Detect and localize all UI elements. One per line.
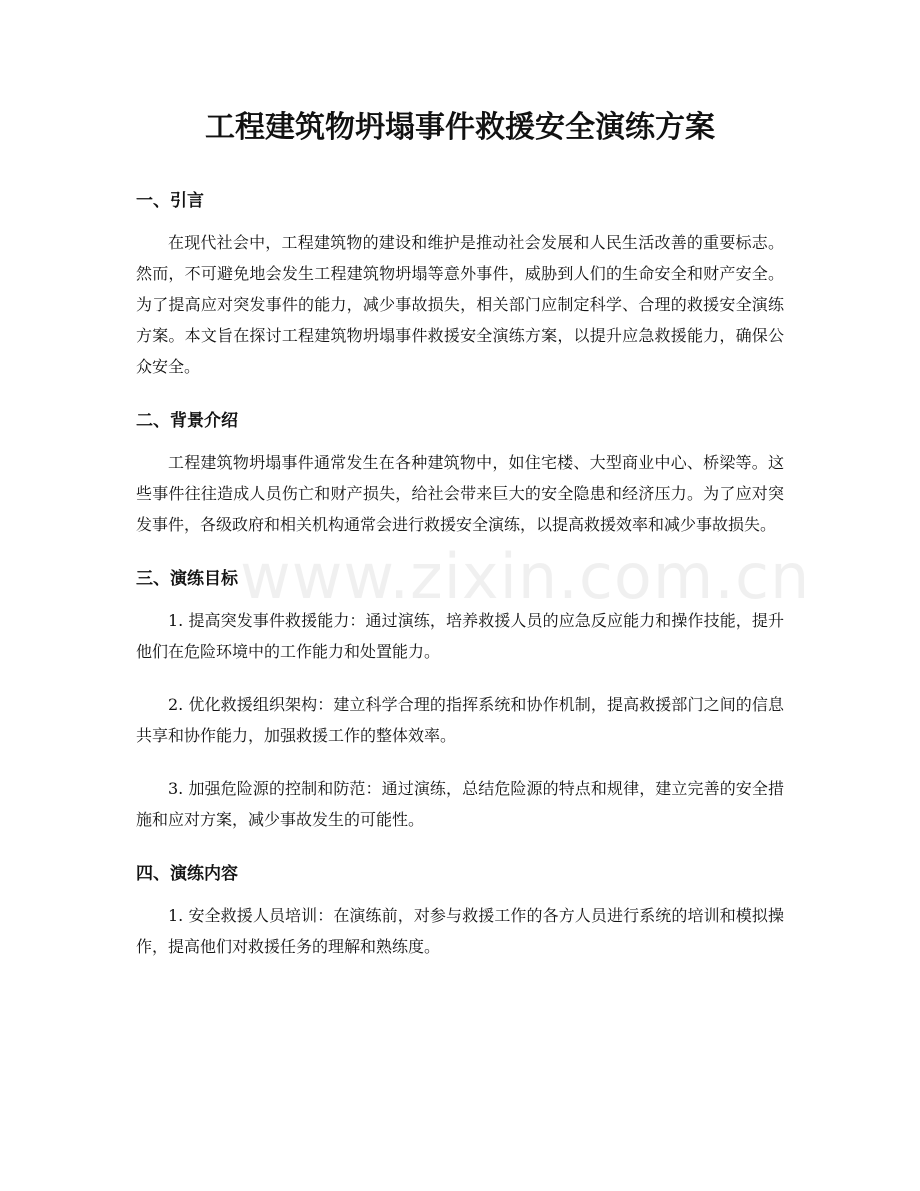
watermark: www.zixin.com.cn [240,540,811,613]
list-item: 2. 优化救援组织架构：建立科学合理的指挥系统和协作机制，提高救援部门之间的信息共享和协作能力，加强救援工作的整体效率。 [136,695,784,745]
document-body [136,186,784,984]
paragraph: 工程建筑物坍塌事件通常发生在各种建筑物中，如住宅楼、大型商业中心、桥梁等。这些事件往往造成人员伤亡和财产损失，给社会带来巨大的安全隐患和经济压力。为了应对突发事件，各级政府和相关机构通常会进行救援安全演练，以提高救援效率和减少事故损失。 [136,453,784,534]
page-title: 工程建筑物坍塌事件救援安全演练方案 [205,110,715,145]
section-background [136,406,784,540]
section-heading: 一、引言 [136,191,204,211]
paragraph: 在现代社会中，工程建筑物的建设和维护是推动社会发展和人民生活改善的重要标志。然而，不可避免地会发生工程建筑物坍塌等意外事件，威胁到人们的生命安全和财产安全。为了提高应对突发事件的能力，减少事故损失，相关部门应制定科学、合理的救援安全演练方案。本文旨在探讨工程建筑物坍塌事件救援安全演练方案，以提升应急救援能力，确保公众安全。 [136,233,784,376]
section-drill-goals [136,564,784,835]
list-item: 3. 加强危险源的控制和防范：通过演练，总结危险源的特点和规律，建立完善的安全措施和应对方案，减少事故发生的可能性。 [136,779,784,829]
section-introduction [136,186,784,382]
section-drill-content [136,859,784,962]
section-heading: 三、演练目标 [136,569,238,589]
section-heading: 四、演练内容 [136,864,238,884]
list-item: 1. 提高突发事件救援能力：通过演练，培养救援人员的应急反应能力和操作技能，提升他们在危险环境中的工作能力和处置能力。 [136,611,784,661]
section-heading: 二、背景介绍 [136,411,238,431]
list-item: 1. 安全救援人员培训：在演练前，对参与救援工作的各方人员进行系统的培训和模拟操作，提高他们对救援任务的理解和熟练度。 [136,906,784,956]
